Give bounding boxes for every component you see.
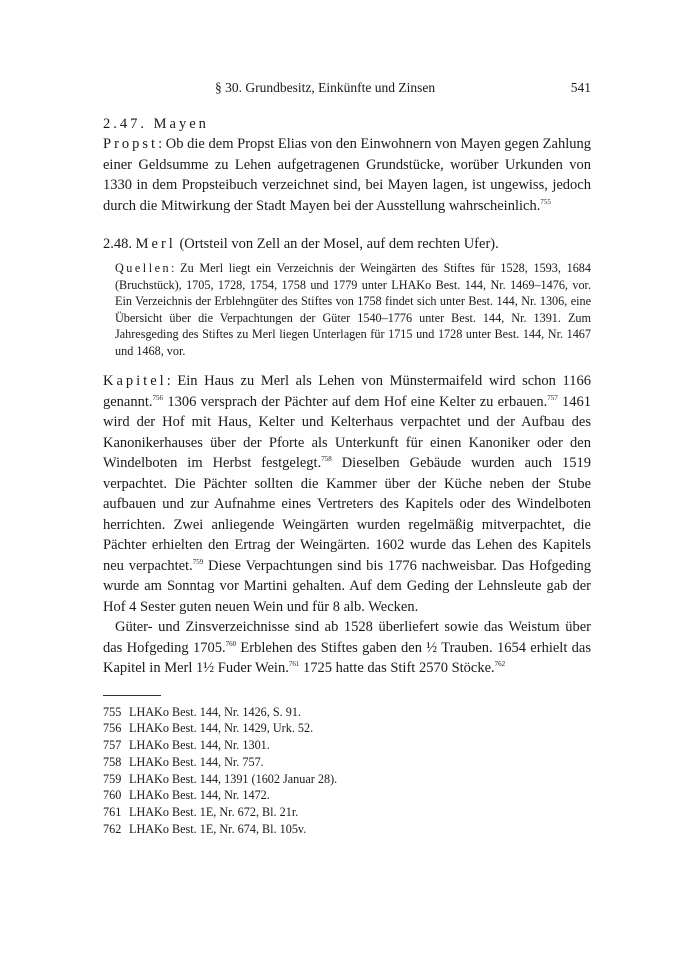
footnote-text: LHAKo Best. 144, Nr. 757. [129, 754, 264, 769]
footnotes [103, 704, 591, 838]
text-gueter-3: 1725 hatte das Stift 2570 Stöcke. [299, 660, 495, 676]
footnote-text: LHAKo Best. 144, Nr. 1301. [129, 738, 270, 753]
footnote-number: 760 [103, 788, 122, 803]
footnote-text: LHAKo Best. 1E, Nr. 672, Bl. 21r. [129, 805, 299, 820]
text-kapitel-3: 1461 wird der Hof mit Haus, Kelter und Kelterhaus verpachtet und der Aufbau des Kanonikerhauses über der Pforte als Unterkunft für einen Kanoniker oder den Windelboten im Herbst festgelegt. [103, 393, 591, 471]
running-title: § 30. Grundbesitz, Einkünfte und Zinsen [215, 80, 436, 95]
footnote-number: 757 [103, 738, 122, 753]
heading-number: 2.48. [103, 236, 132, 252]
footnote-divider [103, 695, 161, 696]
footnote-number: 756 [103, 721, 122, 736]
footnote-text: LHAKo Best. 144, Nr. 1426, S. 91. [129, 704, 301, 719]
footnote-number: 755 [103, 704, 122, 719]
footnote [103, 787, 591, 804]
paragraph-propst [103, 134, 591, 216]
footnote-ref: 756 [152, 393, 164, 402]
footnote-text: LHAKo Best. 144, Nr. 1472. [129, 788, 270, 803]
footnote-ref: 762 [494, 660, 506, 669]
label-propst: Propst [103, 136, 159, 152]
paragraph-kapitel [103, 371, 591, 617]
footnote [103, 754, 591, 771]
footnote [103, 737, 591, 754]
book-page [103, 72, 591, 838]
footnote [103, 804, 591, 821]
footnote [103, 821, 591, 838]
footnote [103, 720, 591, 737]
label-quellen: Quellen [115, 261, 172, 275]
footnote-number: 762 [103, 822, 122, 837]
text-propst: : Ob die dem Propst Elias von den Einwohnern von Mayen gegen Zahlung einer Geldsumme zu Lehen aufgetragenen Grundstücke, worüber Urkunden von 1330 in dem Propsteibuch verzeichnet sind, bei Mayen lagen, ist ungewiss, jedoch durch die Mitwirkung der Stadt Mayen bei der Ausstellung wahrscheinlich. [103, 136, 591, 214]
footnote-text: LHAKo Best. 144, 1391 (1602 Januar 28). [129, 771, 338, 786]
text-kapitel-4: Dieselben Gebäude wurden auch 1519 verpachtet. Die Pächter sollten die Kammer über der Küche neben der Stube aufbauen und zur Aufnahme eines Vertreters des Kapitels oder des Windelboten herrichten. Zwei anliegende Weingärten wurden regelmäßig mitverpachtet, die Pächter erhielten den Ertrag der Weingärten. 1602 wurde das Lehen des Kapitels neu verpachtet. [103, 455, 591, 574]
paragraph-gueter [103, 617, 591, 679]
sources-block [103, 260, 591, 359]
text-quellen: : Zu Merl liegt ein Verzeichnis der Weingärten des Stiftes für 1528, 1593, 1684 (Bruchstück), 1705, 1728, 1754, 1758 und 1779 unter LHAKo Best. 144, Nr. 1469–1476, vor. Ein Verzeichnis der Erblehngüter des Stiftes von 1758 findet sich unter Best. 144, Nr. 1306, eine Übersicht über die Verpachtungen der Güter 1540–1776 unter Best. 144, Nr. 1391. Zum Jahresgeding des Stiftes zu Merl liegen Unterlagen für 1715 und 1728 unter Best. 144, Nr. 1467 und 1468, vor. [115, 261, 591, 358]
page-number: 541 [570, 80, 591, 95]
footnote-ref: 759 [192, 557, 204, 566]
footnote-number: 761 [103, 805, 122, 820]
footnote [103, 704, 591, 721]
footnote-ref: 757 [547, 393, 558, 402]
running-head [103, 72, 591, 96]
heading-note: (Ortsteil von Zell an der Mosel, auf dem rechten Ufer). [175, 236, 499, 252]
label-kapitel: Kapitel [103, 373, 167, 389]
footnote-number: 759 [103, 771, 122, 786]
heading-place: Merl [135, 236, 176, 252]
footnote [103, 771, 591, 788]
text-kapitel-2: 1306 versprach der Pächter auf dem Hof eine Kelter zu erbauen. [163, 393, 548, 410]
footnote-ref: 760 [225, 639, 237, 648]
footnote-ref: 761 [288, 660, 300, 669]
footnote-ref: 755 [540, 197, 551, 206]
footnote-text: LHAKo Best. 144, Nr. 1429, Urk. 52. [129, 721, 314, 736]
text-kapitel-1: : Ein Haus zu Merl als Lehen von Münstermaifeld wird schon 1166 genannt. [103, 373, 591, 410]
text-gueter-2: Erblehen des Stiftes gaben den ½ Trauben. 1654 erhielt das Kapitel in Merl 1½ Fuder Wein. [103, 639, 591, 676]
section-heading-merl [103, 234, 591, 254]
text-kapitel-5: Diese Verpachtungen sind bis 1776 nachweisbar. Das Hofgeding wurde am Sonntag vor Martini gehalten. Auf dem Geding der Lehnsleute gab der Hof 4 Sester guten neuen Wein und für 8 alb. Wecken. [103, 557, 591, 615]
footnote-text: LHAKo Best. 1E, Nr. 674, Bl. 105v. [129, 822, 307, 837]
section-heading-mayen: 2.47. Mayen [103, 116, 209, 132]
footnote-number: 758 [103, 754, 122, 769]
text-gueter-1: Güter- und Zinsverzeichnisse sind ab 1528 überliefert sowie das Weistum über das Hofgeding 1705. [103, 619, 591, 656]
footnote-ref: 758 [321, 455, 332, 464]
